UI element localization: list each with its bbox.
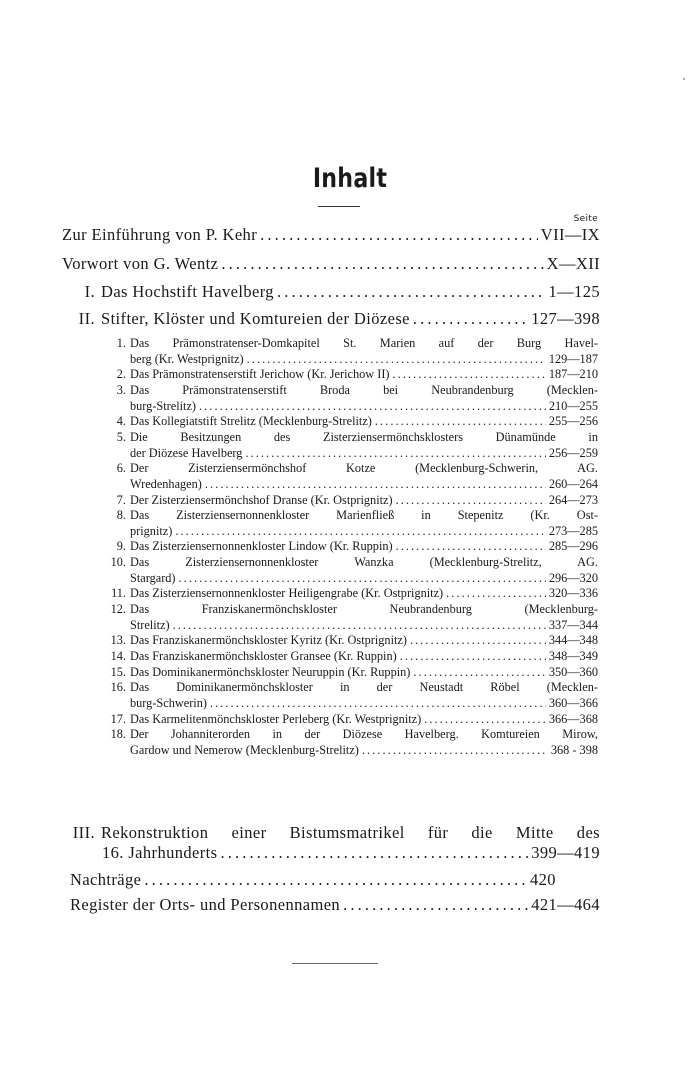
leader-dots <box>199 399 546 414</box>
sub-entry-text-continued: der Diözese Havelberg <box>130 445 243 460</box>
toc-entry-register <box>70 895 600 915</box>
sub-entry-page-range: 296—320 <box>548 570 598 585</box>
leader-dots <box>413 665 545 680</box>
leader-dots <box>245 446 545 461</box>
sub-entry-page-range: 264—273 <box>548 492 598 507</box>
sub-entry-line2 <box>130 446 598 461</box>
sub-entry-number: 14. <box>110 649 126 663</box>
part-number: II. <box>78 309 95 328</box>
sub-entry-line1 <box>104 508 598 523</box>
sub-entry-text-continued: burg-Strelitz) <box>130 398 197 413</box>
sub-entry-text: Das Prämonstratenserstift Jerichow (Kr. Jerichow II) <box>130 367 390 382</box>
sub-entry-line1 <box>104 430 598 445</box>
sub-entry <box>104 414 598 429</box>
scan-speck <box>683 78 685 80</box>
sub-entry-page-range: 320—336 <box>548 586 598 601</box>
sub-entry-text: Das Franziskanermönchskloster Gransee (Kr. Ruppin) <box>130 649 397 663</box>
sub-entry-text: Das Zisterziensernonnenkloster Heiligengrabe (Kr. Ostprignitz) <box>130 586 444 601</box>
sub-entry-line1 <box>104 383 598 398</box>
entry-text: Nachträge <box>70 870 142 889</box>
entry-text: Rekonstruktion einer Bistumsmatrikel für die Mitte des <box>101 823 600 842</box>
sub-entry-text: Das Karmelitenmönchskloster Perleberg (Kr. Westprignitz) <box>130 711 422 726</box>
toc-entry-einfuehrung <box>62 225 600 245</box>
sub-entry-number: 7. <box>116 492 126 507</box>
sub-entry-text: Das Zisterziensernonnenkloster Lindow (Kr. Ruppin) <box>130 539 393 554</box>
sub-entry-text-continued: Wredenhagen) <box>130 476 202 491</box>
sub-entry-text: Das Dominikanermönchskloster Neuruppin (Kr. Ruppin) <box>130 664 411 679</box>
title-rule <box>318 206 360 207</box>
sub-entry-text: Das Dominikanermönchskloster in der Neustadt Röbel (Mecklen- <box>130 680 598 695</box>
sub-entry-line2 <box>130 571 598 586</box>
sub-entry-text: Das Kollegiatstift Strelitz (Mecklenburg-Strelitz) <box>130 414 372 429</box>
sub-entry-number: 16. <box>110 680 126 695</box>
sub-entry-number: 5. <box>116 429 126 444</box>
leader-dots <box>400 649 546 664</box>
toc-entry-part-2 <box>62 309 600 329</box>
sub-entry <box>104 665 598 680</box>
page-range: 421—464 <box>531 895 600 914</box>
sub-entry <box>104 586 598 601</box>
sub-entry-line2 <box>130 524 598 539</box>
page-range: 127—398 <box>531 309 600 328</box>
sub-entry-text: Der Johanniterorden in der Diözese Havelberg. Komtureien Mirow, <box>130 727 598 742</box>
sub-entry-text: Das Zisterziensernonnenkloster Wanzka (Mecklenburg-Strelitz, AG. <box>130 555 598 570</box>
leader-dots <box>343 895 528 915</box>
leader-dots <box>144 870 527 890</box>
entry-text: Vorwort von G. Wentz <box>62 254 219 273</box>
leader-dots <box>173 618 546 633</box>
sub-entry-number: 18. <box>110 727 126 742</box>
sub-entry-number: 17. <box>110 711 126 726</box>
toc-entry-vorwort <box>62 254 600 274</box>
sub-entry-text: Das Zisterziensernonnenkloster Marienfließ in Stepenitz (Kr. Ost- <box>130 508 598 523</box>
page-range: X—XII <box>546 254 600 273</box>
leader-dots <box>446 586 546 601</box>
sub-entry-text-continued: berg (Kr. Westprignitz) <box>130 351 244 366</box>
sub-entry-text: Das Prämonstratenser-Domkapitel St. Marien auf der Burg Havel- <box>130 336 598 350</box>
sub-entry-line1 <box>104 336 598 351</box>
sub-entry-page-range: 210—255 <box>548 398 598 413</box>
sub-entry-number: 8. <box>116 508 126 523</box>
sub-entry-page-range: 273—285 <box>548 523 598 538</box>
leader-dots <box>375 414 546 429</box>
sub-entry-line2 <box>130 743 598 758</box>
seite-label: Seite <box>573 214 598 224</box>
sub-entry-text-continued: prignitz) <box>130 523 173 538</box>
bottom-rule <box>292 963 378 964</box>
leader-dots <box>413 309 528 329</box>
sub-entry-page-range: 260—264 <box>548 476 598 491</box>
sub-entry-number: 10. <box>110 555 126 570</box>
sub-entry <box>104 367 598 382</box>
sub-entry-number: 2. <box>116 367 126 382</box>
sub-entry <box>104 633 598 648</box>
sub-entry-text-continued: Gardow und Nemerow (Mecklenburg-Strelitz) <box>130 742 359 757</box>
sub-entry-text-continued: Strelitz) <box>130 617 170 632</box>
sub-entry-page-range: 255—256 <box>548 414 598 429</box>
page-title: Inhalt <box>312 163 388 194</box>
sub-entry-number: 1. <box>116 336 126 350</box>
toc-entry-nachtraege <box>70 870 600 890</box>
leader-dots <box>260 225 538 245</box>
sub-entry-number: 3. <box>116 382 126 397</box>
sub-entry-page-range: 129—187 <box>548 351 598 366</box>
sub-entry-number: 9. <box>116 539 126 554</box>
sub-entry <box>104 649 598 664</box>
sub-entry-page-range: 256—259 <box>548 445 598 460</box>
sub-entry <box>104 493 598 508</box>
sub-entry-text: Der Zisterziensermönchshof Kotze (Mecklenburg-Schwerin, AG. <box>130 461 598 476</box>
sub-entry-number: 6. <box>116 461 126 476</box>
leader-dots <box>179 571 546 586</box>
sub-entry-line2 <box>130 477 598 492</box>
sub-entry-text-continued: burg-Schwerin) <box>130 695 207 710</box>
sub-entry-number: 4. <box>116 414 126 429</box>
leader-dots <box>221 254 543 274</box>
entry-text: Stifter, Klöster und Komtureien der Diözese <box>101 309 410 328</box>
sub-entry-text: Das Franziskanermönchskloster Kyritz (Kr. Ostprignitz) <box>130 633 407 648</box>
sub-entry <box>104 712 598 727</box>
sub-entry <box>104 539 598 554</box>
sub-entry-page-range: 344—348 <box>548 633 598 648</box>
page-range: 399—419 <box>531 843 600 862</box>
leader-dots <box>410 633 546 648</box>
entry-text: Register der Orts- und Personennamen <box>70 895 341 914</box>
sub-entry-number: 12. <box>110 602 126 617</box>
part-number: I. <box>84 282 95 301</box>
sub-entry-text-continued: Stargard) <box>130 570 176 585</box>
entry-text: Das Hochstift Havelberg <box>101 282 274 301</box>
page-range: 420 <box>530 870 556 889</box>
entry-text: Zur Einführung von P. Kehr <box>62 225 258 244</box>
sub-entry-page-range: 368 - 398 <box>550 742 598 757</box>
sub-entry-page-range: 366—368 <box>548 711 598 726</box>
sub-entry-line1 <box>104 461 598 476</box>
sub-entry-page-range: 285—296 <box>548 539 598 554</box>
sub-entry-line1 <box>104 727 598 742</box>
leader-dots <box>220 843 528 863</box>
leader-dots <box>393 367 546 382</box>
sub-entry-number: 11. <box>111 586 126 601</box>
page-range: VII—IX <box>540 225 600 244</box>
sub-entry-line1 <box>104 602 598 617</box>
sub-entry-page-range: 337—344 <box>548 617 598 632</box>
leader-dots <box>424 712 546 727</box>
leader-dots <box>277 282 546 302</box>
sub-entry-line1 <box>104 680 598 695</box>
toc-entry-part-1 <box>62 282 600 302</box>
sub-entry-page-range: 360—366 <box>548 695 598 710</box>
sub-entry-page-range: 350—360 <box>548 664 598 679</box>
sub-entry-text: Die Besitzungen des Zisterziensermönchsklosters Dünamünde in <box>130 429 598 444</box>
part-number: III. <box>72 823 95 842</box>
entry-text-continued: 16. Jahrhunderts <box>102 843 218 862</box>
leader-dots <box>362 743 548 758</box>
leader-dots <box>396 493 546 508</box>
sub-entry-line1 <box>104 555 598 570</box>
toc-entry-part-3-line2 <box>102 843 600 863</box>
sub-entry-line2 <box>130 399 598 414</box>
sub-entry-text: Der Zisterziensermönchshof Dranse (Kr. Ostprignitz) <box>130 492 393 507</box>
leader-dots <box>210 696 546 711</box>
sub-entry-text: Das Franziskanermönchskloster Neubrandenburg (Mecklenburg- <box>130 602 598 617</box>
leader-dots <box>396 539 546 554</box>
sub-entry-line2 <box>130 696 598 711</box>
page-range: 1—125 <box>548 282 600 301</box>
leader-dots <box>175 524 545 539</box>
leader-dots <box>247 352 546 367</box>
sub-entry-page-range: 348—349 <box>548 649 598 663</box>
sub-entry-line2 <box>130 618 598 633</box>
sub-entry-line2 <box>130 352 598 367</box>
sub-entry-page-range: 187—210 <box>548 367 598 382</box>
sub-entry-number: 13. <box>110 633 126 648</box>
toc-entry-part-3-line1 <box>62 823 600 843</box>
leader-dots <box>205 477 546 492</box>
sub-entry-number: 15. <box>110 664 126 679</box>
sub-entry-text: Das Prämonstratenserstift Broda bei Neubrandenburg (Mecklen- <box>130 382 598 397</box>
